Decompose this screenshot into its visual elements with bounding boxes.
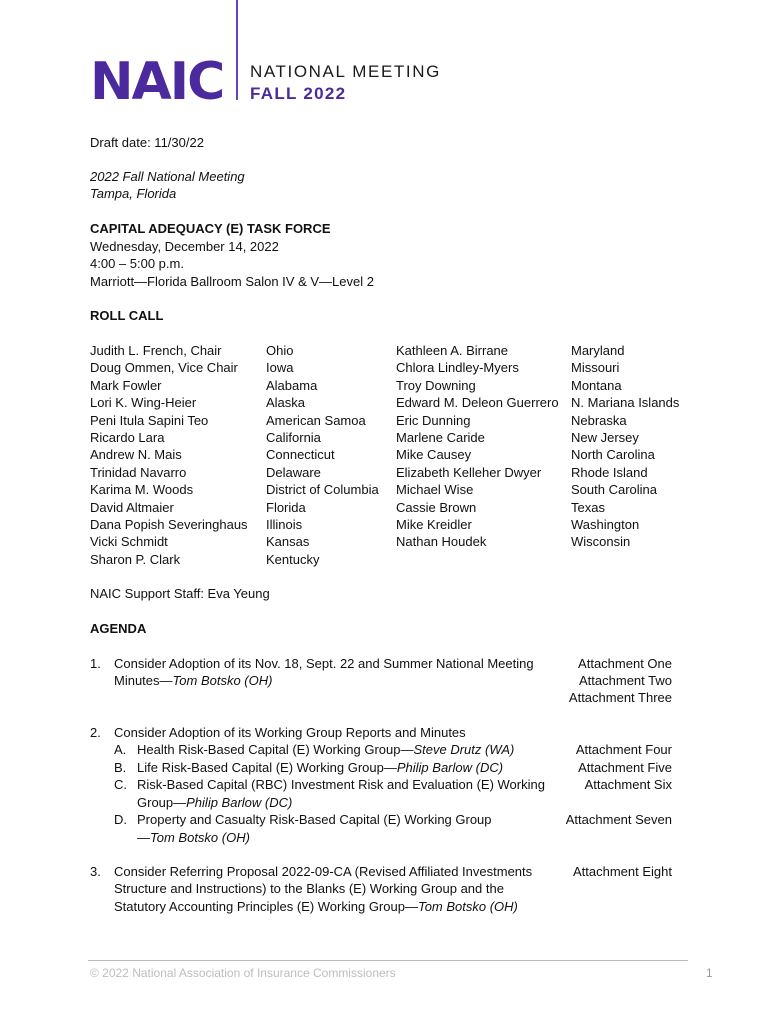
agenda-item-2-line1: Consider Adoption of its Working Group Reports and Minutes: [114, 725, 466, 740]
agenda-item-1-number: 1.: [90, 656, 101, 671]
agenda-item-1-line2: Minutes—Tom Botsko (OH): [114, 673, 273, 688]
member-name: Doug Ommen, Vice Chair: [90, 360, 238, 376]
agenda-item-3-line1: Consider Referring Proposal 2022-09-CA (Revised Affiliated Investments: [114, 864, 533, 879]
member-state: Kansas: [266, 534, 310, 550]
member-name: Judith L. French, Chair: [90, 343, 222, 358]
member-name: Troy Downing: [396, 377, 476, 393]
roll-call-right-names: [396, 342, 559, 551]
roll-call-right-states: [571, 342, 679, 551]
agenda-item-3-attachment: Attachment Eight: [573, 864, 672, 879]
draft-date: Draft date: 11/30/22: [90, 135, 204, 150]
agenda-item-1-attachment-3: Attachment Three: [568, 690, 672, 705]
member-name: David Altmaier: [90, 499, 174, 515]
page-number: 1: [706, 966, 713, 980]
agenda-item-3-line3: Statutory Accounting Principles (E) Working Group—Tom Botsko (OH): [114, 899, 518, 914]
member-name: Trinidad Navarro: [90, 464, 187, 480]
meeting-location: Tampa, Florida: [90, 186, 177, 201]
roll-call-heading: ROLL CALL: [90, 308, 164, 323]
member-state: South Carolina: [571, 482, 657, 498]
member-name: Andrew N. Mais: [90, 447, 182, 463]
roll-call-left-states: [266, 342, 379, 568]
member-state: California: [266, 429, 321, 445]
agenda-item-1-attachment-1: Attachment One: [578, 656, 672, 671]
agenda-item-1-attachment-2: Attachment Two: [579, 673, 672, 688]
agenda-item-2b-label: B.: [114, 760, 127, 775]
member-name: Marlene Caride: [396, 429, 485, 445]
committee-time: 4:00 – 5:00 p.m.: [90, 256, 184, 271]
support-staff: NAIC Support Staff: Eva Yeung: [90, 586, 270, 601]
member-state: Ohio: [266, 343, 294, 358]
member-state: Wisconsin: [571, 534, 631, 550]
agenda-item-2c-text2: Group—Philip Barlow (DC): [137, 795, 293, 810]
logo-fall-2022: FALL 2022: [250, 84, 347, 103]
agenda-item-2c-label: C.: [114, 777, 127, 792]
member-state: District of Columbia: [266, 482, 379, 498]
member-name: Elizabeth Kelleher Dwyer: [396, 464, 542, 480]
agenda-item-2a-text: Health Risk-Based Capital (E) Working Group—Steve Drutz (WA): [137, 742, 515, 757]
member-state: Montana: [571, 377, 622, 393]
member-name: Vicki Schmidt: [90, 534, 168, 550]
committee-title: CAPITAL ADEQUACY (E) TASK FORCE: [90, 221, 331, 236]
member-state: Florida: [266, 499, 306, 515]
member-state: Maryland: [571, 343, 625, 358]
agenda-heading: AGENDA: [90, 621, 147, 636]
agenda-item-2d-label: D.: [114, 812, 127, 827]
member-state: Texas: [571, 499, 605, 515]
member-state: Alabama: [266, 377, 318, 393]
member-name: Chlora Lindley-Myers: [396, 360, 519, 376]
member-name: Edward M. Deleon Guerrero: [396, 395, 559, 411]
agenda-item-2a-label: A.: [114, 742, 127, 757]
member-name: Peni Itula Sapini Teo: [90, 412, 209, 428]
member-name: Nathan Houdek: [396, 534, 487, 550]
member-state: Kentucky: [266, 551, 320, 567]
member-state: Illinois: [266, 516, 303, 532]
member-state: Missouri: [571, 360, 620, 376]
agenda-item-2-number: 2.: [90, 725, 101, 740]
naic-logo: NAIC: [90, 52, 224, 112]
agenda-item-2d-text2: —Tom Botsko (OH): [137, 830, 250, 845]
member-state: Delaware: [266, 464, 321, 480]
agenda-item-1-line1: Consider Adoption of its Nov. 18, Sept. 22 and Summer National Meeting: [114, 656, 534, 671]
member-name: Kathleen A. Birrane: [396, 343, 509, 358]
member-state: New Jersey: [571, 429, 639, 445]
footer-copyright: © 2022 National Association of Insurance Commissioners: [90, 966, 396, 980]
member-name: Lori K. Wing-Heier: [90, 395, 197, 411]
agenda-item-2d-attachment: Attachment Seven: [565, 812, 672, 827]
logo-national-meeting: NATIONAL MEETING: [250, 62, 441, 81]
member-name: Mike Kreidler: [396, 516, 472, 532]
roll-call-left-names: [90, 342, 248, 568]
agenda-item-2a-attachment: Attachment Four: [575, 742, 672, 757]
member-name: Ricardo Lara: [90, 429, 165, 445]
member-name: Michael Wise: [396, 482, 474, 498]
agenda-item-2b-attachment: Attachment Five: [578, 760, 672, 775]
member-name: Mark Fowler: [90, 377, 162, 393]
committee-date: Wednesday, December 14, 2022: [90, 239, 279, 254]
meeting-name: 2022 Fall National Meeting: [90, 169, 245, 184]
member-state: North Carolina: [571, 447, 655, 463]
member-name: Eric Dunning: [396, 412, 471, 428]
member-state: Alaska: [266, 395, 306, 411]
logo-divider: [236, 0, 238, 100]
member-name: Cassie Brown: [396, 499, 477, 515]
member-state: American Samoa: [266, 412, 366, 428]
member-state: N. Mariana Islands: [571, 395, 680, 411]
agenda-item-2c-text1: Risk-Based Capital (RBC) Investment Risk and Evaluation (E) Working: [137, 777, 545, 792]
member-state: Iowa: [266, 360, 294, 376]
member-state: Rhode Island: [571, 464, 648, 480]
member-name: Mike Causey: [396, 447, 472, 463]
footer-divider: [88, 960, 688, 961]
agenda-item-3-number: 3.: [90, 864, 101, 879]
member-state: Washington: [571, 516, 640, 532]
member-name: Sharon P. Clark: [90, 551, 181, 567]
member-state: Nebraska: [571, 412, 627, 428]
agenda-item-2c-attachment: Attachment Six: [584, 777, 672, 792]
agenda-item-2b-text: Life Risk-Based Capital (E) Working Group—Philip Barlow (DC): [137, 760, 504, 775]
member-name: Karima M. Woods: [90, 482, 194, 498]
agenda-item-3-line2: Structure and Instructions) to the Blanks (E) Working Group and the: [114, 881, 504, 896]
committee-venue: Marriott—Florida Ballroom Salon IV & V—Level 2: [90, 274, 374, 289]
member-name: Dana Popish Severinghaus: [90, 516, 248, 532]
agenda-item-2d-text1: Property and Casualty Risk-Based Capital (E) Working Group: [137, 812, 492, 827]
member-state: Connecticut: [266, 447, 335, 463]
